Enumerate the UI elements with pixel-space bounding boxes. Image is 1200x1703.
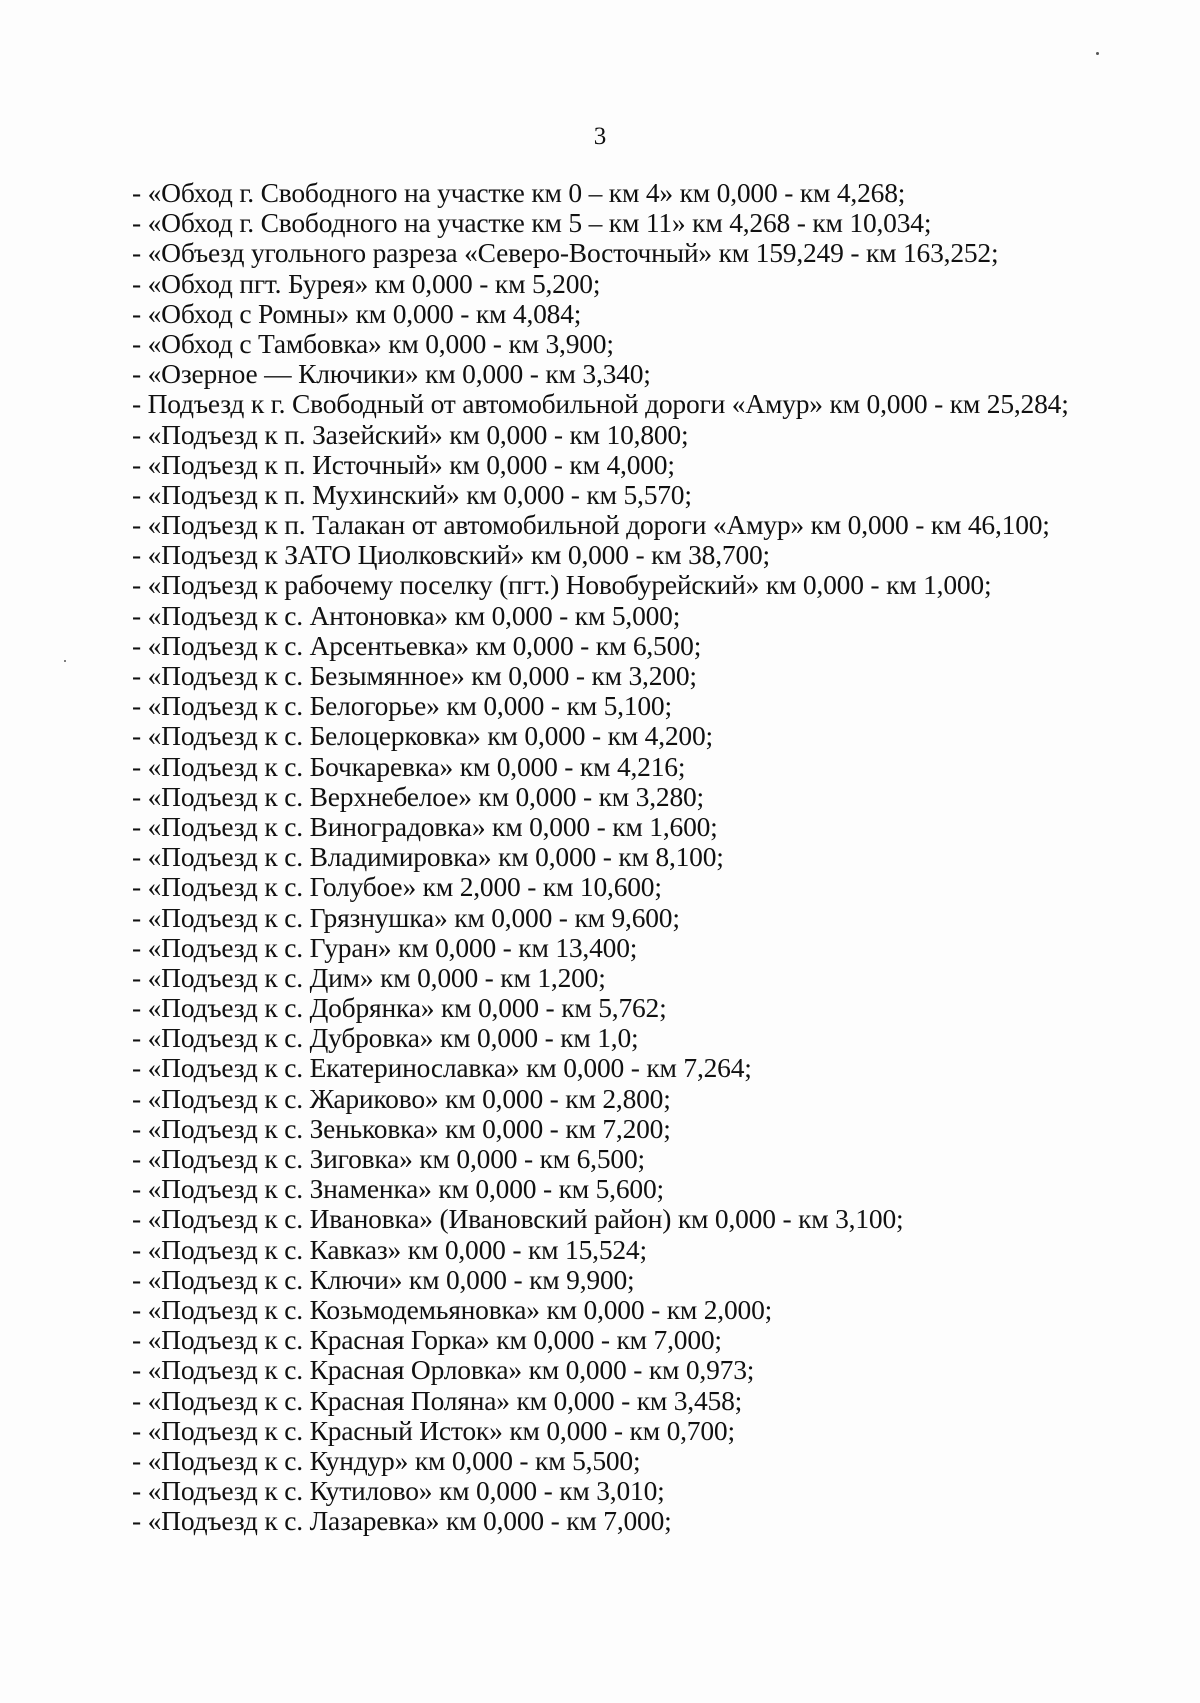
- list-item: - «Подъезд к с. Красная Поляна» км 0,000 - км 3,458;: [132, 1384, 743, 1416]
- list-item: - «Подъезд к с. Красный Исток» км 0,000 - км 0,700;: [132, 1414, 735, 1446]
- road-list: [132, 178, 1132, 1536]
- list-item: - «Подъезд к с. Кавказ» км 0,000 - км 15,524;: [132, 1233, 647, 1265]
- list-item: - «Подъезд к с. Кундур» км 0,000 - км 5,500;: [132, 1444, 641, 1476]
- list-item: - «Подъезд к п. Мухинский» км 0,000 - км 5,570;: [132, 478, 692, 510]
- list-item: - «Подъезд к с. Голубое» км 2,000 - км 10,600;: [132, 871, 662, 903]
- list-item: - «Подъезд к с. Грязнушка» км 0,000 - км 9,600;: [132, 901, 680, 933]
- list-item: - «Подъезд к с. Безымянное» км 0,000 - км 3,200;: [132, 660, 697, 691]
- list-item: - «Подъезд к с. Жариково» км 0,000 - км 2,800;: [132, 1082, 671, 1114]
- list-item: - «Подъезд к с. Владимировка» км 0,000 - км 8,100;: [132, 841, 724, 873]
- list-item: - Подъезд к г. Свободный от автомобильной дороги «Амур» км 0,000 - км 25,284;: [132, 388, 1069, 420]
- list-item: - «Подъезд к с. Добрянка» км 0,000 - км 5,762;: [132, 992, 667, 1024]
- list-item: - «Подъезд к с. Зиговка» км 0,000 - км 6,500;: [132, 1143, 645, 1174]
- list-item: - «Подъезд к с. Виноградовка» км 0,000 - км 1,600;: [132, 810, 718, 842]
- list-item: - «Подъезд к с. Дубровка» км 0,000 - км 1,0;: [132, 1022, 639, 1054]
- scan-speck: [1096, 52, 1099, 55]
- list-item: - «Подъезд к п. Источный» км 0,000 - км 4,000;: [132, 448, 675, 480]
- list-item: - «Подъезд к с. Антоновка» км 0,000 - км 5,000;: [132, 599, 681, 631]
- list-item: - «Подъезд к с. Дим» км 0,000 - км 1,200;: [132, 961, 606, 993]
- list-item: - «Подъезд к п. Зазейский» км 0,000 - км 10,800;: [132, 418, 689, 450]
- list-item: - «Озерное — Ключики» км 0,000 - км 3,340;: [132, 358, 651, 390]
- list-item: - «Подъезд к с. Арсентьевка» км 0,000 - км 6,500;: [132, 629, 702, 661]
- list-item: - «Подъезд к с. Белогорье» км 0,000 - км 5,100;: [132, 690, 672, 722]
- list-item: - «Объезд угольного разреза «Северо-Восточный» км 159,249 - км 163,252;: [132, 237, 999, 269]
- list-item: - «Подъезд к с. Ключи» км 0,000 - км 9,900;: [132, 1263, 635, 1295]
- list-item: - «Подъезд к ЗАТО Циолковский» км 0,000 - км 38,700;: [132, 539, 770, 571]
- list-item: - «Подъезд к с. Козьмодемьяновка» км 0,000 - км 2,000;: [132, 1293, 773, 1325]
- list-item: - «Подъезд к с. Знаменка» км 0,000 - км 5,600;: [132, 1173, 664, 1205]
- list-item: - «Подъезд к п. Талакан от автомобильной дороги «Амур» км 0,000 - км 46,100;: [132, 509, 1050, 541]
- list-item: - «Подъезд к с. Верхнебелое» км 0,000 - км 3,280;: [132, 780, 704, 812]
- list-item: - «Подъезд к с. Белоцерковка» км 0,000 - км 4,200;: [132, 720, 713, 752]
- list-item: - «Подъезд к с. Гуран» км 0,000 - км 13,400;: [132, 931, 638, 963]
- list-item: - «Обход г. Свободного на участке км 5 – км 11» км 4,268 - км 10,034;: [132, 207, 932, 239]
- list-item: - «Подъезд к с. Екатеринославка» км 0,000 - км 7,264;: [132, 1052, 752, 1084]
- list-item: - «Подъезд к рабочему поселку (пгт.) Новобурейский» км 0,000 - км 1,000;: [132, 569, 992, 601]
- list-item: - «Обход пгт. Бурея» км 0,000 - км 5,200;: [132, 267, 601, 299]
- list-item: - «Обход г. Свободного на участке км 0 – км 4» км 0,000 - км 4,268;: [132, 177, 906, 208]
- list-item: - «Обход с Ромны» км 0,000 - км 4,084;: [132, 297, 582, 329]
- list-item: - «Подъезд к с. Зеньковка» км 0,000 - км 7,200;: [132, 1112, 671, 1144]
- list-item: - «Подъезд к с. Красная Горка» км 0,000 - км 7,000;: [132, 1324, 722, 1356]
- list-item: - «Подъезд к с. Лазаревка» км 0,000 - км 7,000;: [132, 1505, 672, 1537]
- list-item: - «Подъезд к с. Ивановка» (Ивановский район) км 0,000 - км 3,100;: [132, 1203, 904, 1235]
- list-item: - «Подъезд к с. Кутилово» км 0,000 - км 3,010;: [132, 1475, 665, 1507]
- list-item: - «Обход с Тамбовка» км 0,000 - км 3,900;: [132, 327, 614, 359]
- list-item: - «Подъезд к с. Бочкаревка» км 0,000 - км 4,216;: [132, 750, 686, 782]
- page-number: 3: [593, 123, 607, 150]
- scan-speck: [64, 660, 66, 662]
- list-item: - «Подъезд к с. Красная Орловка» км 0,000 - км 0,973;: [132, 1354, 755, 1386]
